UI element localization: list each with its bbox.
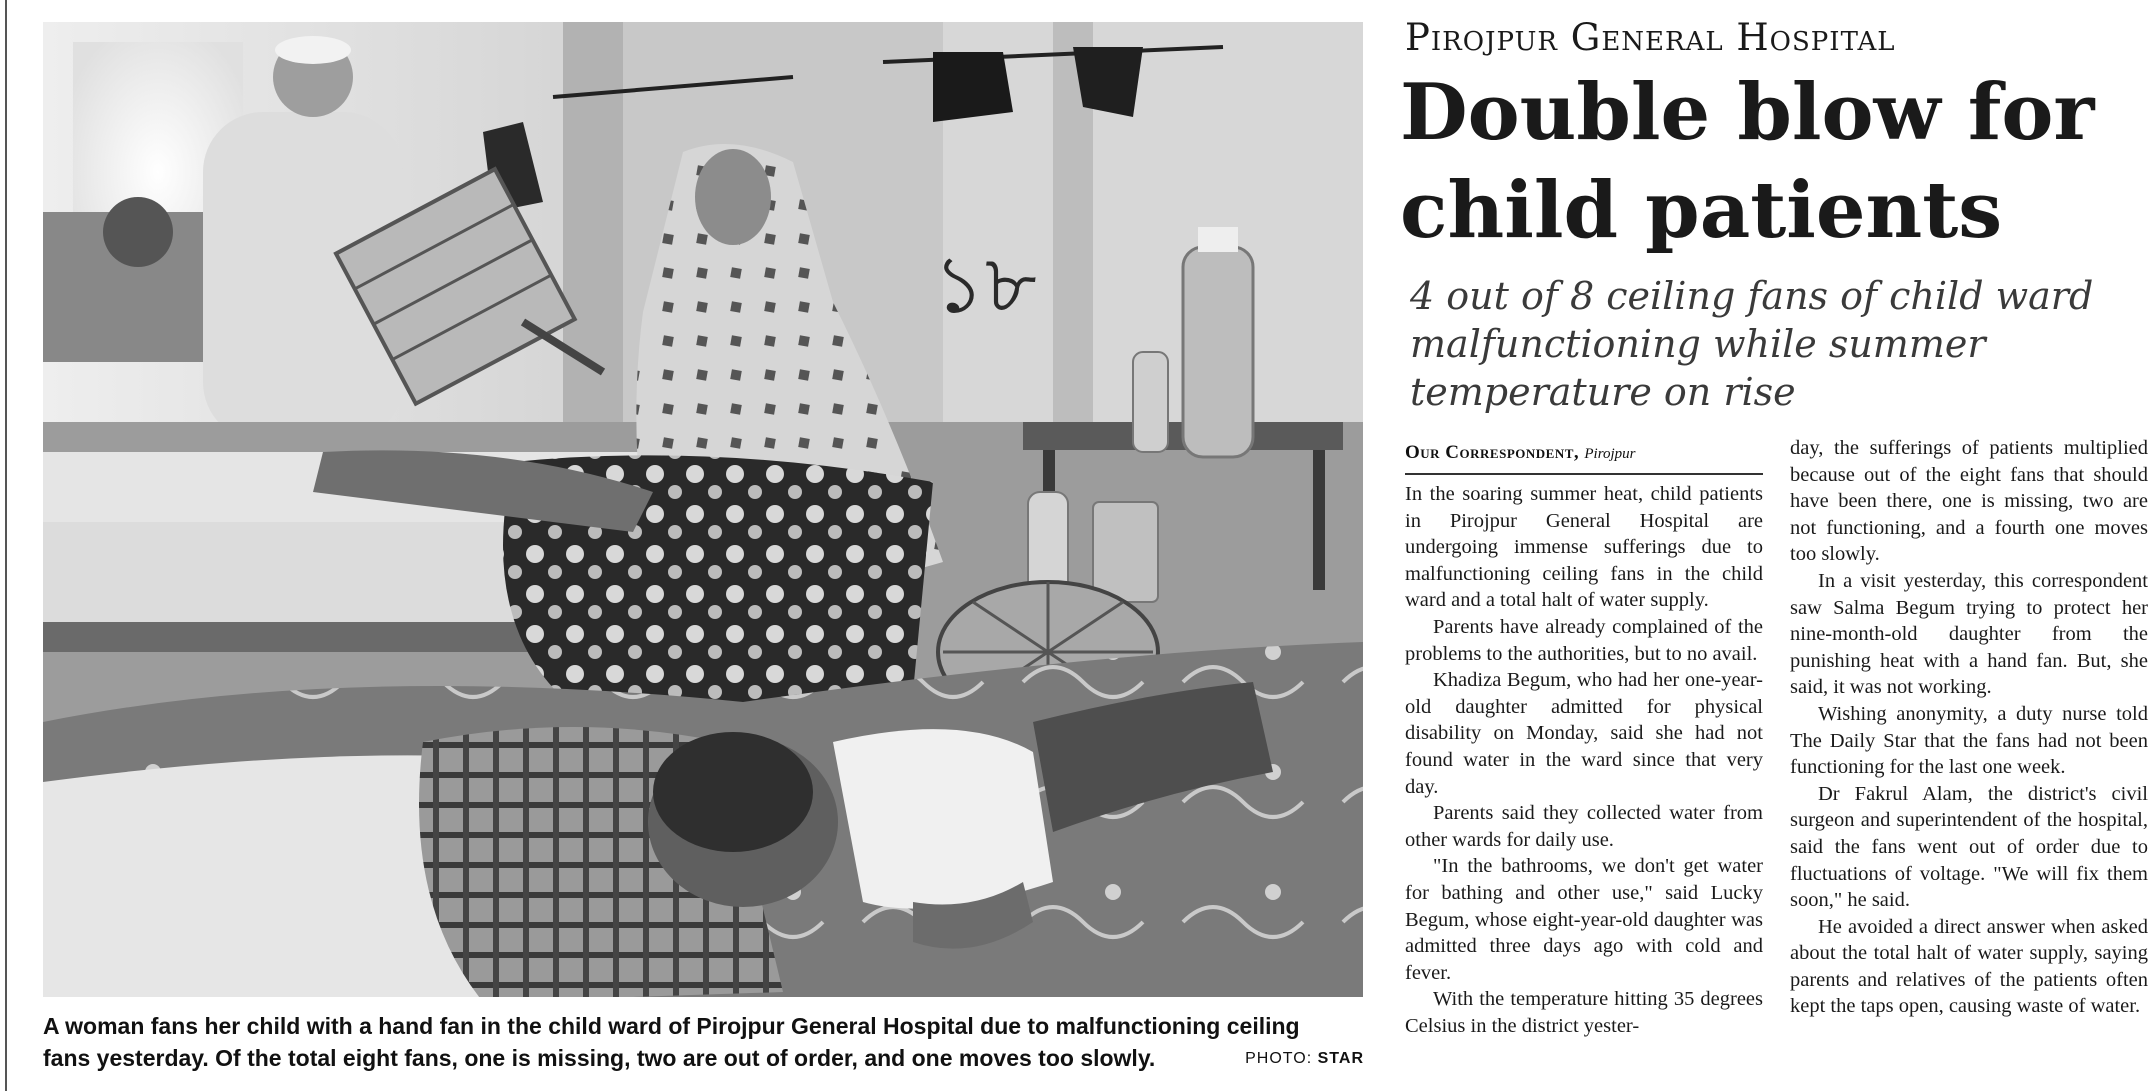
paragraph: In a visit yesterday, this correspondent saw Salma Begum trying to protect her nine-month-old daughter from the punishing heat with a hand fan. But, she said, it was not working. [1790, 569, 2148, 699]
article-column-1 [1405, 481, 1763, 1039]
article-kicker: Pirojpur General Hospital [1405, 16, 1896, 59]
paragraph: "In the bathrooms, we don't get water for bathing and other use," said Lucky Begum, whose eight-year-old daughter was admitted three days ago with cold and fever. [1405, 855, 1763, 984]
paragraph: In the soaring summer heat, child patients in Pirojpur General Hospital are undergoing immense sufferings due to malfunctioning ceiling fans in the child ward and a total halt of water supply. [1405, 483, 1763, 612]
paragraph: Dr Fakrul Alam, the district's civil surgeon and superintendent of the hospital, said the fans went out of order due to fluctuations of voltage. "We will fix them soon," he said. [1790, 782, 2148, 912]
svg-text:১৮: ১৮ [933, 238, 1037, 331]
article-byline [1405, 442, 1763, 464]
paragraph: Parents said they collected water from other wards for daily use. [1405, 802, 1763, 851]
news-photo [43, 22, 1363, 997]
article-column-2 [1790, 435, 2148, 1020]
paragraph: Wishing anonymity, a duty nurse told The Daily Star that the fans had not been functioning for the last one week. [1790, 702, 2148, 779]
byline-author: Our Correspondent, [1405, 442, 1580, 463]
paragraph: day, the sufferings of patients multiplied because out of the eight fans that should have been there, one is missing, two are not functioning, and a fourth one moves too slowly. [1790, 437, 2148, 566]
photo-credit-source: STAR [1317, 1050, 1364, 1067]
paragraph: With the temperature hitting 35 degrees Celsius in the district yester- [1405, 988, 1763, 1037]
paragraph: He avoided a direct answer when asked about the total halt of water supply, saying parents and relatives of the patients often kept the taps open, causing waste of water. [1790, 915, 2148, 1018]
photo-credit [1245, 1050, 1364, 1068]
paragraph: Parents have already complained of the problems to the authorities, but to no avail. [1405, 615, 1763, 665]
paragraph: Khadiza Begum, who had her one-year-old daughter admitted for physical disability on Monday, said she had not found water in the ward since that very day. [1405, 669, 1763, 798]
byline-rule [1405, 473, 1763, 475]
byline-dateline: Pirojpur [1584, 446, 1636, 462]
page-edge-rule [5, 0, 7, 1091]
article-headline: Double blow for child patients [1400, 67, 2095, 256]
photo-credit-label: PHOTO: [1245, 1050, 1313, 1067]
article-deck: 4 out of 8 ceiling fans of child ward malfunctioning while summer temperature on rise [1410, 274, 2094, 414]
photo-caption: A woman fans her child with a hand fan in the child ward of Pirojpur General Hospital due to malfunctioning ceiling fans yesterday. Of the total eight fans, one is missing, two are out of order, and one moves too slowly. [43, 1013, 1300, 1071]
